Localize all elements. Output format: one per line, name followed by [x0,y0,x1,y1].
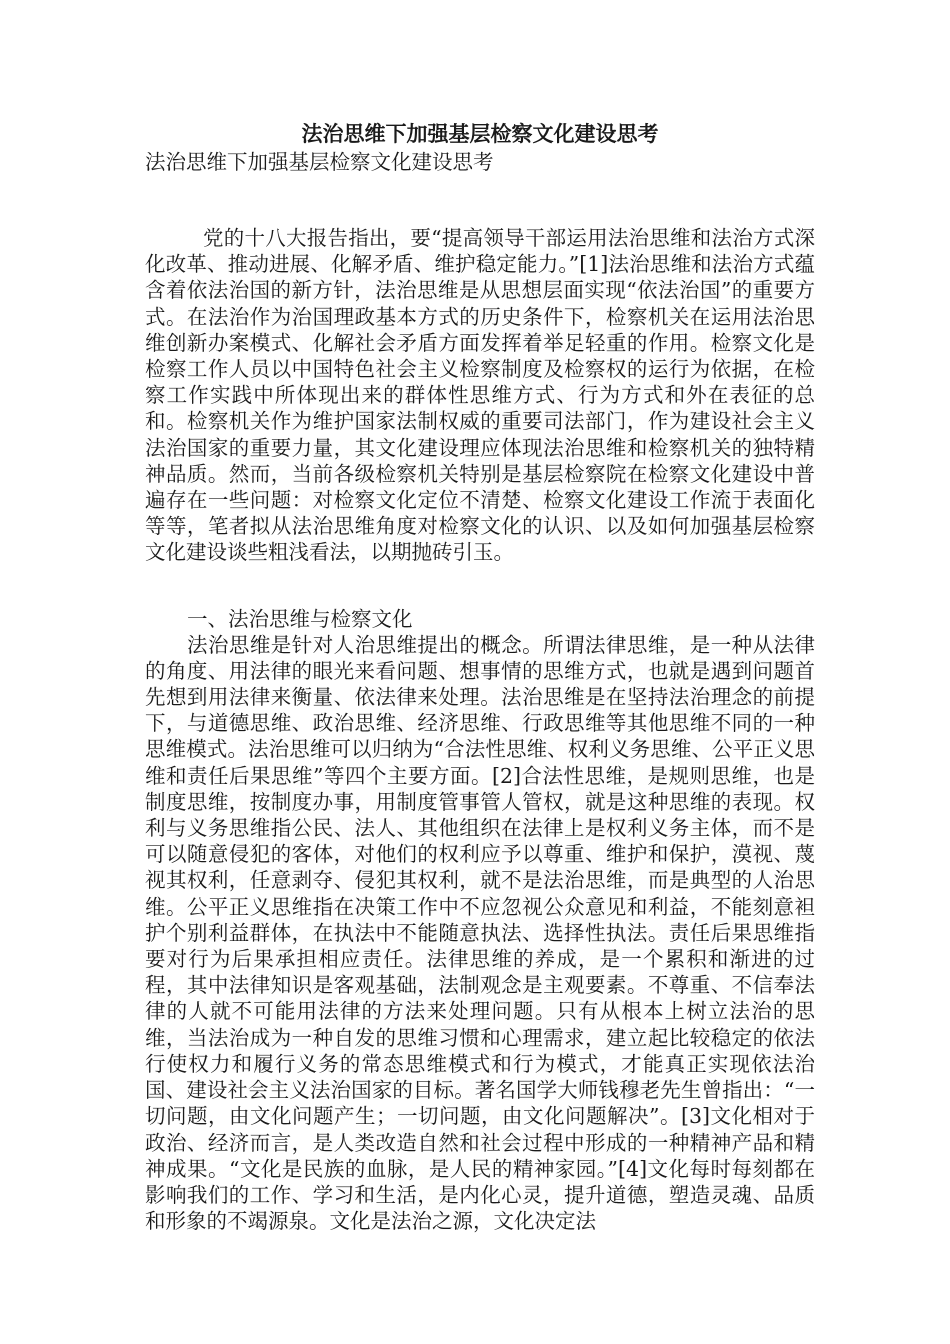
spacer [145,566,815,606]
section-paragraph: 法治思维是针对人治思维提出的概念。所谓法律思维，是一种从法律的角度、用法律的眼光来看问题、想事情的思维方式，也就是遇到问题首先想到用法律来衡量、依法律来处理。法治思维是在坚持法治理念的前提下，与道德思维、政治思维、经济思维、行政思维等其他思维不同的一种思维模式。法治思维可以归纳为“合法性思维、权利义务思维、公平正义思维和责任后果思维”等四个主要方面。[2]合法性思维，是规则思维，也是制度思维，按制度办事，用制度管事管人管权，就是这种思维的表现。权利与义务思维指公民、法人、其他组织在法律上是权利义务主体，而不是可以随意侵犯的客体，对他们的权利应予以尊重、维护和保护，漠视、蔑视其权利，任意剥夺、侵犯其权利，就不是法治思维，而是典型的人治思维。公平正义思维指在决策工作中不应忽视公众意见和利益，不能刻意袒护个别利益群体，在执法中不能随意执法、选择性执法。责任后果思维指要对行为后果承担相应责任。法律思维的养成，是一个累积和渐进的过程，其中法律知识是客观基础，法制观念是主观要素。不尊重、不信奉法律的人就不可能用法律的方法来处理问题。只有从根本上树立法治的思维，当法治成为一种自发的思维习惯和心理需求，建立起比较稳定的依法行使权力和履行义务的常态思维模式和行为模式，才能真正实现依法治国、建设社会主义法治国家的目标。著名国学大师钱穆老先生曾指出：“一切问题，由文化问题产生；一切问题，由文化问题解决”。[3]文化相对于政治、经济而言，是人类改造自然和社会过程中形成的一种精神产品和精神成果。“文化是民族的血脉，是人民的精神家园。”[4]文化每时每刻都在影响我们的工作、学习和生活，是内化心灵，提升道德，塑造灵魂、品质和形象的不竭源泉。文化是法治之源，文化决定法 [145,632,815,1234]
intro-paragraph: 党的十八大报告指出，要“提高领导干部运用法治思维和法治方式深化改革、推动进展、化解矛盾、维护稳定能力。”[1]法治思维和法治方式蕴含着依法治国的新方针，法治思维是从思想层面实现“依法治国”的重要方式。在法治作为治国理政基本方式的历史条件下，检察机关在运用法治思维创新办案模式、化解社会矛盾方面发挥着举足轻重的作用。检察文化是检察工作人员以中国特色社会主义检察制度及检察权的运行为依据，在检察工作实践中所体现出来的群体性思维方式、行为方式和外在表征的总和。检察机关作为维护国家法制权威的重要司法部门，作为建设社会主义法治国家的重要力量，其文化建设理应体现法治思维和检察机关的独特精神品质。然而，当前各级检察机关特别是基层检察院在检察文化建设中普遍存在一些问题：对检察文化定位不清楚、检察文化建设工作流于表面化等等，笔者拟从法治思维角度对检察文化的认识、以及如何加强基层检察文化建设谈些粗浅看法，以期抛砖引玉。 [145,226,815,565]
section-heading: 一、法治思维与检察文化 [187,606,413,631]
spacer [145,175,815,225]
document-subtitle: 法治思维下加强基层检察文化建设思考 [145,150,494,174]
document-page [145,118,815,1234]
document-title: 法治思维下加强基层检察文化建设思考 [301,121,659,146]
